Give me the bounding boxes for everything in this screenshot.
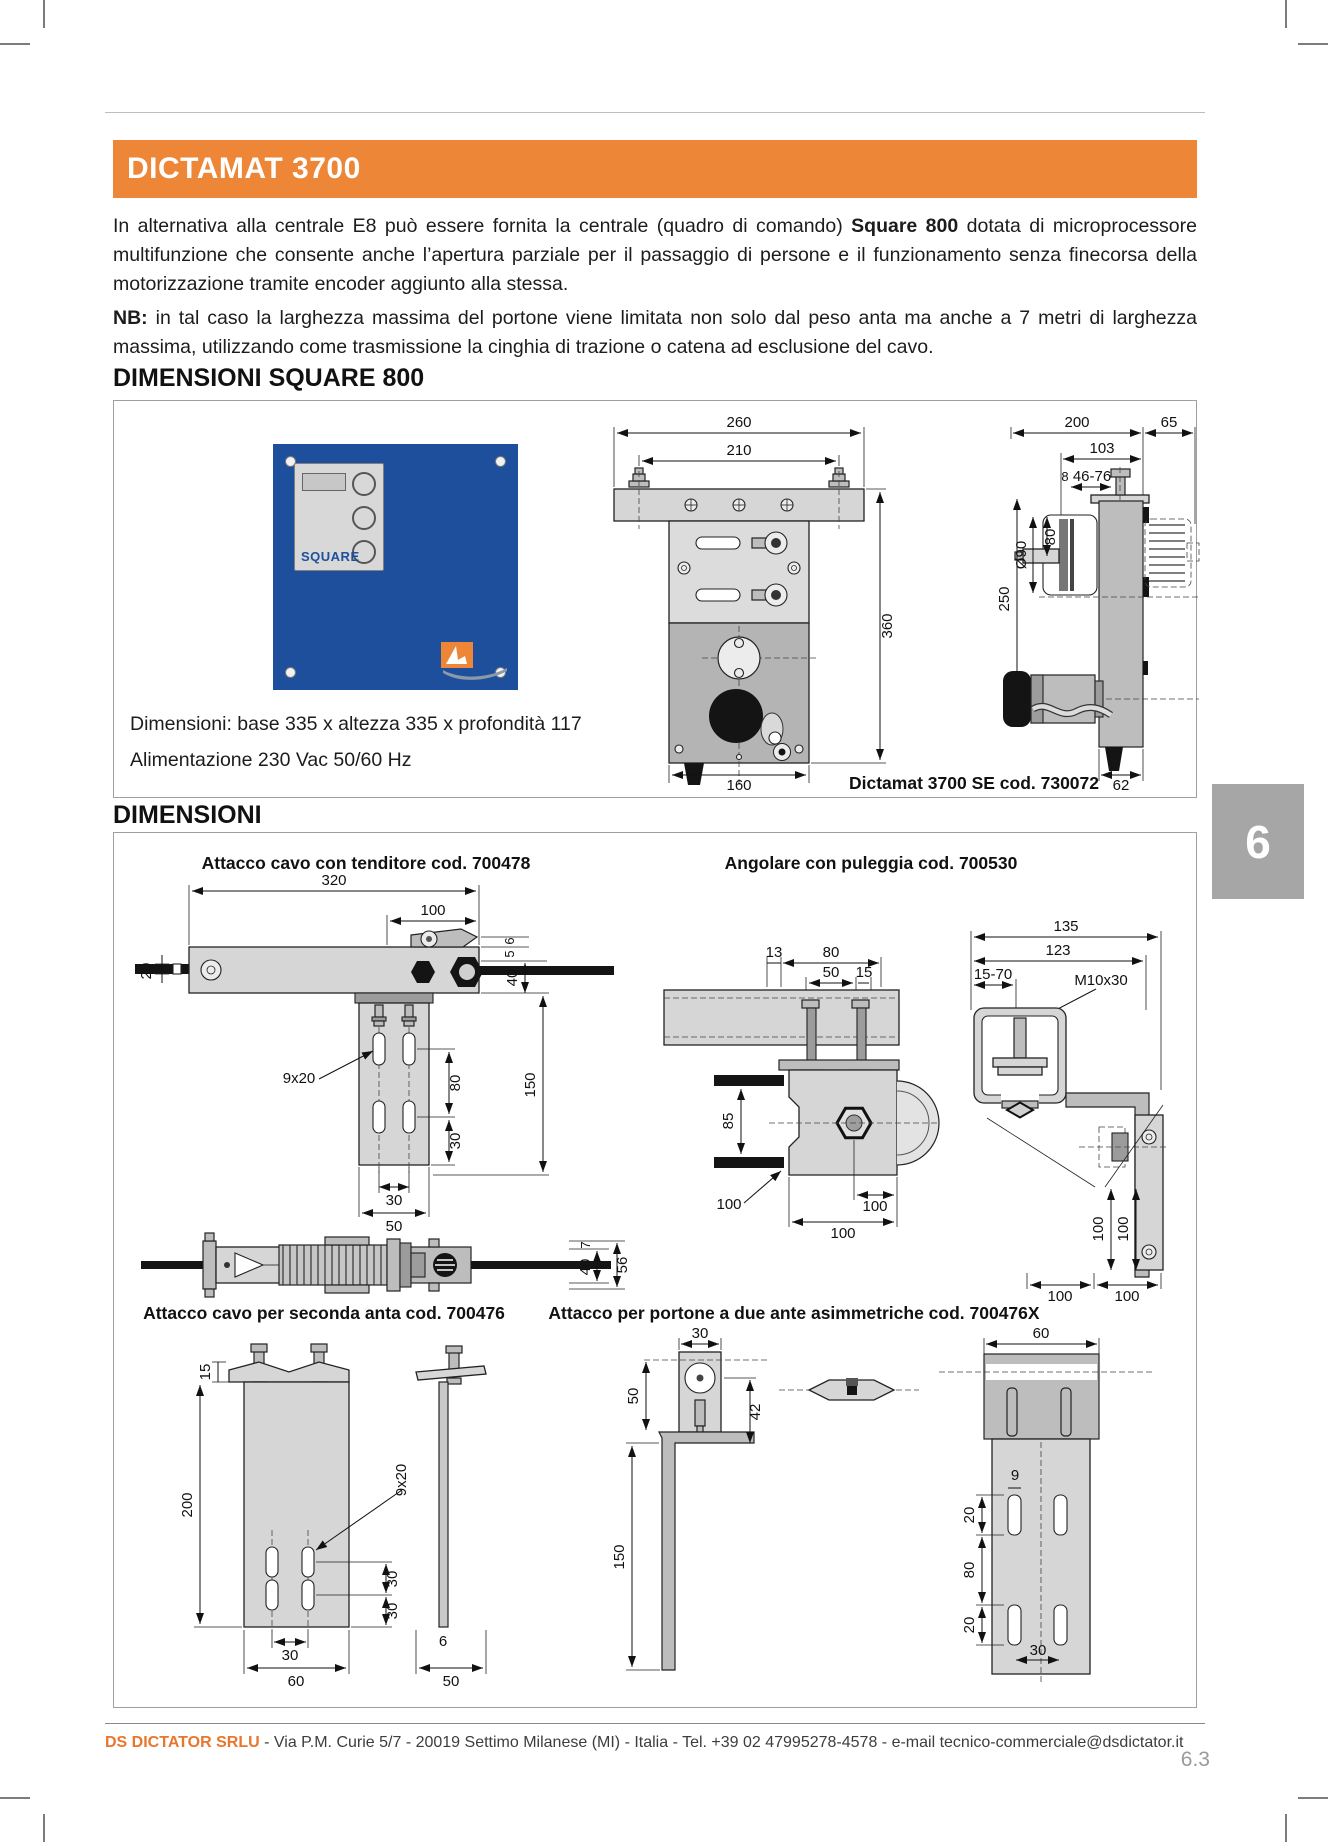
dim-label: 30	[691, 1325, 709, 1342]
intro-text-bold: Square 800	[851, 215, 959, 237]
button-icon	[352, 472, 376, 496]
dim-label: 42	[747, 1403, 764, 1421]
dim-label: 100	[862, 1198, 888, 1215]
dim-label: 150	[522, 1072, 539, 1098]
dim-label: Ø90	[1013, 540, 1030, 570]
screw-icon	[495, 456, 506, 467]
dim-label: 100	[420, 902, 446, 919]
dim-label: 80	[447, 1074, 464, 1092]
motor-side	[1003, 671, 1111, 727]
page-title: DICTAMAT 3700	[127, 152, 361, 185]
l-bracket-side	[659, 1352, 754, 1670]
crop-mark	[43, 0, 45, 28]
dim-label: 100	[830, 1225, 856, 1242]
section-title-dimensioni: DIMENSIONI	[113, 801, 262, 829]
dim-label: 100	[716, 1196, 742, 1213]
chapter-tab	[1212, 784, 1304, 899]
crop-mark	[43, 1814, 45, 1842]
dim-label: 15	[197, 1363, 214, 1381]
dim-label: 80	[1042, 528, 1059, 546]
side-profile	[416, 1346, 486, 1627]
square800-front-view-drawing	[584, 411, 896, 794]
spec-power: Alimentazione 230 Vac 50/60 Hz	[130, 749, 412, 771]
dim-label: 8	[1061, 469, 1069, 484]
square800-box	[113, 400, 1197, 798]
dim-label: M10x30	[1074, 972, 1128, 989]
dim-label: 30	[384, 1602, 401, 1620]
crop-mark	[1285, 0, 1287, 28]
dim-label: 250	[996, 586, 1013, 612]
square800-caption: Dictamat 3700 SE cod. 730072	[849, 773, 1100, 793]
fitting-title-angolare: Angolare con puleggia cod. 700530	[724, 853, 1018, 873]
footer-line	[105, 1734, 1205, 1752]
dim-label: 50	[822, 964, 840, 981]
spec-dimensions: Dimensioni: base 335 x altezza 335 x profondità 117	[130, 713, 582, 735]
dim-label: 100	[1115, 1216, 1132, 1242]
fittings-box	[113, 832, 1197, 1708]
top-rule	[105, 112, 1205, 113]
control-keypad	[294, 463, 384, 571]
fitting-title-asimmetriche: Attacco per portone a due ante asimmetriche cod. 700476X	[548, 1303, 1040, 1323]
footer-address: - Via P.M. Curie 5/7 - 20019 Settimo Milanese (MI) - Italia - Tel. +39 02 47995278-4578 - e-mail tecnico-commerciale@dsdictator.it	[259, 1734, 1184, 1751]
dim-label: 15	[855, 964, 873, 981]
dim-label: 20	[138, 962, 155, 980]
dim-label: 135	[1053, 918, 1079, 935]
dim-label: 160	[726, 777, 752, 794]
footer-rule	[105, 1723, 1205, 1724]
dim-label: 30	[1029, 1642, 1047, 1659]
dim-label: 320	[321, 872, 347, 889]
dim-label: 60	[1032, 1325, 1050, 1342]
angolare-drawing	[649, 875, 1179, 1305]
intro-text-post: dotata di microprocessore multifunzione che consente anche l’apertura parziale per il passaggio di persone e il funzionamento senza finecorsa della motorizzazione tramite encoder aggiunto alla stessa.	[113, 215, 1197, 295]
dim-label: 100	[1090, 1216, 1107, 1242]
dictator-logo-icon	[441, 642, 511, 684]
crop-mark	[1298, 1797, 1328, 1799]
dim-label: 103	[1089, 440, 1115, 457]
fitting-title-seconda-anta: Attacco cavo per seconda anta cod. 700476	[143, 1303, 505, 1323]
dim-label: 50	[625, 1387, 642, 1405]
panel-brand-label: SQUARE	[301, 549, 360, 564]
dim-label: 30	[384, 1570, 401, 1588]
dim-label: 210	[726, 442, 752, 459]
dim-label: 5	[502, 950, 517, 958]
fitting-title-tenditore: Attacco cavo con tenditore cod. 700478	[201, 853, 531, 873]
nb-paragraph	[113, 304, 1197, 362]
page-number: 6.3	[1180, 1748, 1210, 1771]
dim-label: 50	[385, 1218, 403, 1235]
dim-label: 40	[504, 969, 521, 987]
dim-label: 100	[1047, 1288, 1073, 1305]
dim-label: 85	[720, 1112, 737, 1130]
dim-label: 50	[442, 1673, 460, 1690]
dim-label: 6	[438, 1633, 448, 1650]
dim-label: 60	[287, 1673, 305, 1690]
dim-label: 123	[1045, 942, 1071, 959]
angle-bracket	[1066, 1093, 1169, 1277]
dim-label: 20	[961, 1506, 978, 1524]
dim-label: 6	[502, 937, 517, 945]
footer-brand: DS DICTATOR SRLU	[105, 1734, 260, 1751]
dim-label: 9x20	[282, 1070, 316, 1087]
asimmetriche-drawing	[584, 1325, 1174, 1700]
dim-label: 9	[1010, 1467, 1020, 1484]
crop-mark	[0, 1797, 30, 1799]
dim-label: 80	[961, 1561, 978, 1579]
chapter-tab-number: 6	[1245, 815, 1271, 868]
dim-label: 30	[281, 1647, 299, 1664]
dim-label: 40	[577, 1258, 594, 1276]
wall-bracket	[355, 993, 433, 1173]
dim-label: 7	[578, 1241, 593, 1249]
dim-label: 360	[879, 613, 896, 639]
nb-text: in tal caso la larghezza massima del portone viene limitata non solo dal peso anta ma anche a 7 metri di larghezza massima, utilizzando come trasmissione la cinghia di trazione o catena ad esclusione del cavo.	[113, 307, 1197, 358]
dim-label: 260	[726, 414, 752, 431]
dim-label: 200	[1064, 414, 1090, 431]
dim-label: 65	[1160, 414, 1178, 431]
crop-mark	[0, 43, 30, 45]
spring-dashed	[1145, 519, 1199, 587]
square800-side-view-drawing	[996, 409, 1204, 794]
tensioner-assembly	[141, 1233, 611, 1297]
dim-label: 20	[961, 1616, 978, 1634]
seconda-anta-drawing	[154, 1330, 524, 1700]
dim-label: 80	[822, 944, 840, 961]
tenditore-drawing	[129, 872, 649, 1305]
dim-label: 46-76	[1072, 468, 1112, 485]
display-window	[302, 473, 346, 491]
intro-text-pre: In alternativa alla centrale E8 può essere fornita la centrale (quadro di comando)	[113, 215, 852, 237]
section-title-square800: DIMENSIONI SQUARE 800	[113, 364, 425, 392]
cable-clamp-top	[779, 1378, 919, 1400]
dim-label: 150	[611, 1544, 628, 1570]
dim-label: 62	[1112, 777, 1130, 794]
mount-bolt	[629, 468, 849, 487]
c-rail-trolley	[974, 1008, 1066, 1118]
dim-label: 30	[447, 1132, 464, 1150]
intro-paragraph	[113, 212, 1197, 299]
screw-icon	[285, 667, 296, 678]
crop-mark	[1285, 1814, 1287, 1842]
dim-label: 15-70	[973, 966, 1013, 983]
crop-mark	[1298, 43, 1328, 45]
dim-label: 200	[179, 1492, 196, 1518]
dim-label: 30	[385, 1192, 403, 1209]
dim-label: 9x20	[393, 1463, 410, 1497]
dim-label: 56	[614, 1256, 631, 1274]
dim-label: 13	[765, 944, 783, 961]
square800-control-panel-image	[273, 444, 518, 690]
dim-label: 100	[1114, 1288, 1140, 1305]
nb-label: NB:	[113, 307, 148, 329]
button-icon	[352, 506, 376, 530]
title-bar	[113, 140, 1197, 198]
